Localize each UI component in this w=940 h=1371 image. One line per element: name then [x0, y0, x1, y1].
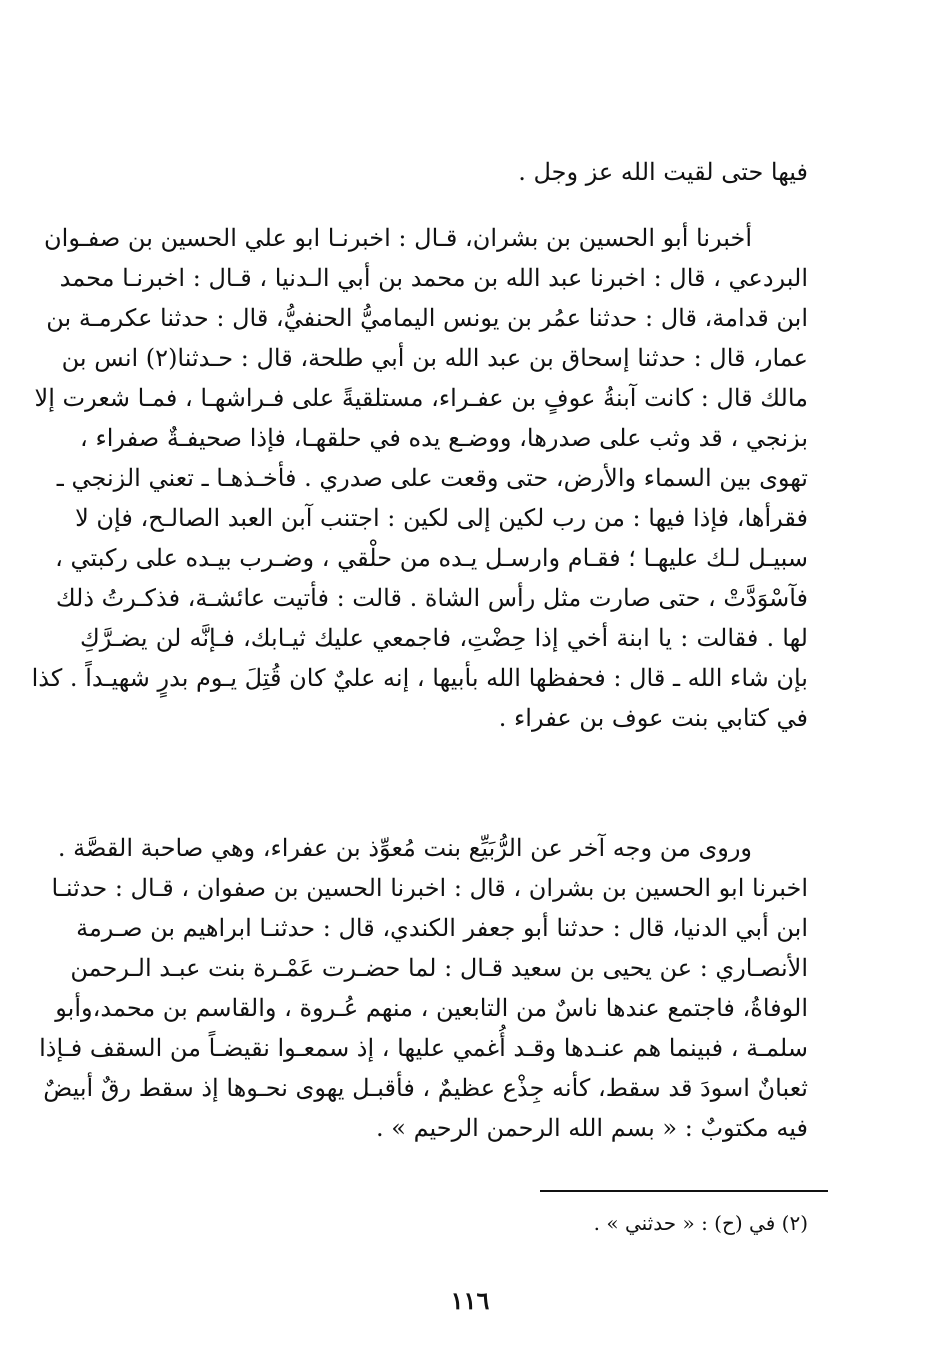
- text-line: في كتابي بنت عوف بن عفراء .: [498, 704, 808, 732]
- text-line: مالك قال : كانت آبنةُ عوفٍ بن عفـراء، مستلقيةً على فـراشهـا ، فمـا شعرت إلا: [34, 384, 808, 412]
- paragraph-amra-story: [39, 828, 808, 1148]
- page-number: ١١٦: [450, 1286, 490, 1315]
- footnote-divider: [540, 1190, 828, 1192]
- text-line: عمار، قال : حدثنا إسحاق بن عبد الله بن أبي طلحة، قال : حـدثنا(٢) انس بن: [61, 344, 808, 372]
- text-line: فقرأها، فإذا فيها : من رب لكين إلى لكين : اجتنب آبن العبد الصالـح، فإن لا: [75, 504, 808, 532]
- text-line: بإن شاء الله ـ قال : فحفظها الله بأبيها ، إنه عليٌ كان قُتِلَ يـوم بدرٍ شهيـداً . كذا: [31, 664, 808, 692]
- text-line: أخبرنا أبو الحسين بن بشران، قـال : اخبرنـا ابو علي الحسين بن صفـوان: [44, 224, 752, 252]
- text-line: بزنجي ، قد وثب على صدرها، ووضـع يده في حلقهـا، فإذا صحيفـةٌ صفراء ،: [80, 424, 808, 452]
- text-line: فآسْوَدَّتْ ، حتى صارت مثل رأس الشاة . قالت : فأتيت عائشـة، فذكـرتُ ذلك: [55, 584, 808, 612]
- paragraph-isnad-afra: [31, 218, 808, 738]
- text-line: سلمـة ، فبينما هم عنـدها وقـد أُغمي عليها ، إذ سمعـوا نقيضـاً من السقف فـإذا: [39, 1034, 808, 1062]
- text-line: الأنصـاري : عن يحيى بن سعيد قـال : لما حضـرت عَمْـرة بنت عبـد الـرحمن: [70, 954, 808, 982]
- text-line: ثعبانٌ اسودَ قد سقط، كأنه جِذْع عظيمٌ ، فأقبـل يهوى نحـوها إذ سقط رقٌ أبيضٌ: [43, 1074, 808, 1102]
- text-line: تهوى بين السماء والأرض، حتى وقعت على صدري . فأخـذهـا ـ تعني الزنجي ـ: [56, 464, 808, 492]
- text-line: اخبرنا ابو الحسين بن بشران ، قال : اخبرنا الحسين بن صفوان ، قـال : حدثنـا: [51, 874, 808, 902]
- text-line: الوفاةُ، فاجتمع عندها ناسٌ من التابعين ، منهم عُـروة ، والقاسم بن محمد،وأبو: [55, 994, 808, 1022]
- text-line: لها . فقالت : يا ابنة أخي إذا حِضْتِ، فاجمعي عليك ثيـابك، فـإنَّه لن يضـرَّكِ: [80, 624, 808, 652]
- text-line: ابن أبي الدنيا، قال : حدثنا أبو جعفر الكندي، قال : حدثنـا ابراهيم بن صـرمة: [76, 914, 808, 942]
- opening-line: فيها حتى لقيت الله عز وجل .: [518, 158, 808, 186]
- text-line: وروى من وجه آخر عن الرُّبَيِّع بنت مُعوِّذ بن عفراء، وهي صاحبة القصَّة .: [57, 834, 752, 862]
- text-line: ابن قدامة، قال : حدثنا عمُر بن يونس اليماميُّ الحنفيُّ، قال : حدثنا عكرمـة بن: [46, 304, 808, 332]
- text-line: البردعي ، قال : اخبرنا عبد الله بن محمد بن أبي الـدنيا ، قـال : اخبرنـا محمد: [59, 264, 808, 292]
- text-line: فيه مكتوبٌ : « بسم الله الرحمن الرحيم » .: [376, 1114, 808, 1142]
- footnote: (٢) في (ح) : « حدثني » .: [593, 1211, 808, 1235]
- text-line: سبيـل لـك عليهـا ؛ فقـام وارسـل يـده من حلْقي ، وضـرب بيـده على ركبتي ،: [55, 544, 808, 572]
